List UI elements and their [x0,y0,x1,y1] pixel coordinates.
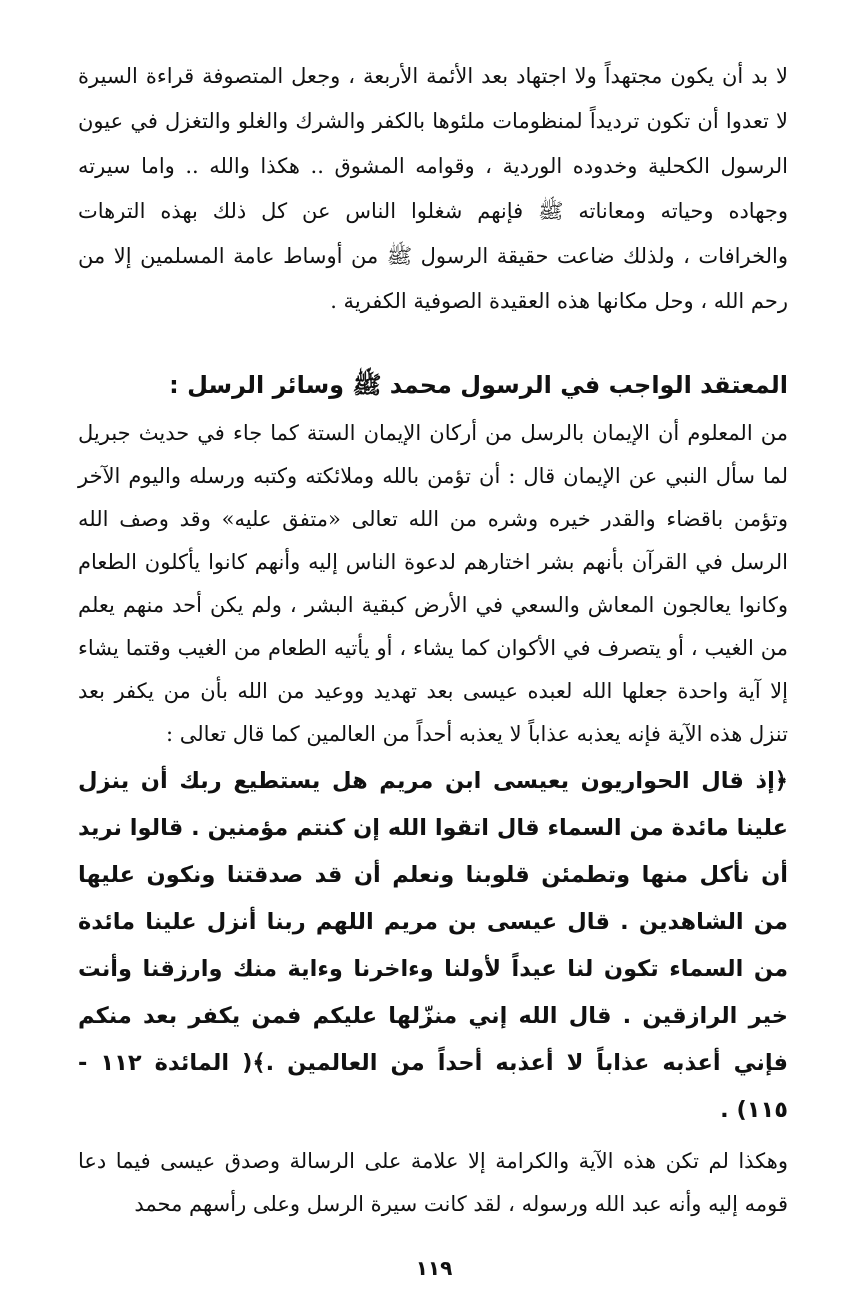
section-heading: المعتقد الواجب في الرسول محمد ﷺ وسائر الرسل : [169,371,788,399]
quran-quote [78,758,788,1134]
page-body [78,54,788,1226]
quran-reference: ( المائدة ١١٢ - ١١٥) . [78,1050,788,1123]
paragraph-conclusion: وهكذا لم تكن هذه الآية والكرامة إلا علامة على الرسالة وصدق عيسى فيما دعا قومه إليه وأنه عبد الله ورسوله ، لقد كانت سيرة الرسل وعلى رأسهم محمد [78,1149,788,1216]
paragraph-belief-in-messengers: من المعلوم أن الإيمان بالرسل من أركان الإيمان الستة كما جاء في حديث جبريل لما سأل النبي عن الإيمان قال : أن تؤمن بالله وملائكته وكتبه ورسله واليوم الآخر وتؤمن باقضاء والقدر خيره وشره من الله تعالى «متفق عليه» وقد وصف الله الرسل في القرآن بأنهم بشر اختارهم لدعوة الناس إليه وأنهم كانوا يأكلون الطعام وكانوا يعالجون المعاش والسعي في الأرض كبقية البشر ، ولم يكن أحد منهم يعلم من الغيب ، أو يتصرف في الأكوان كما يشاء ، أو يأتيه الطعام من الغيب وقتما يشاء إلا آية واحدة جعلها الله لعبده عيسى بعد تهديد ووعيد من الله بأن من يكفر بعد تنزل هذه الآية فإنه يعذبه عذاباً لا يعذبه أحداً من العالمين كما قال تعالى : [78,421,788,746]
page-number: ١١٩ [415,1256,453,1280]
paragraph-sufi-critique: لا بد أن يكون مجتهداً ولا اجتهاد بعد الأئمة الأربعة ، وجعل المتصوفة قراءة السيرة لا تعدوا أن تكون ترديداً لمنظومات ملئوها بالكفر والشرك والغلو والتغزل في عيون الرسول الكحلية وخدوده الوردية ، وقوامه المشوق .. هكذا والله .. واما سيرته وجهاده وحياته ومعاناته ﷺ فإنهم شغلوا الناس عن كل ذلك بهذه الترهات والخرافات ، ولذلك ضاعت حقيقة الرسول ﷺ من أوساط عامة المسلمين إلا من رحم الله ، وحل مكانها هذه العقيدة الصوفية الكفرية . [78,64,788,313]
quran-verse-text: ﴿إذ قال الحواريون يعيسى ابن مريم هل يستطيع ربك أن ينزل علينا مائدة من السماء قال اتقوا الله إن كنتم مؤمنين . قالوا نريد أن نأكل منها وتطمئن قلوبنا ونعلم أن قد صدقتنا ونكون عليها من الشاهدين . قال عيسى بن مريم اللهم ربنا أنزل علينا مائدة من السماء تكون لنا عيداً لأولنا وءاخرنا وءاية منك وارزقنا وأنت خير الرازقين . قال الله إني منزّلها عليكم فمن يكفر بعد منكم فإني أعذبه عذاباً لا أعذبه أحداً من العالمين .﴾ [78,768,789,1076]
